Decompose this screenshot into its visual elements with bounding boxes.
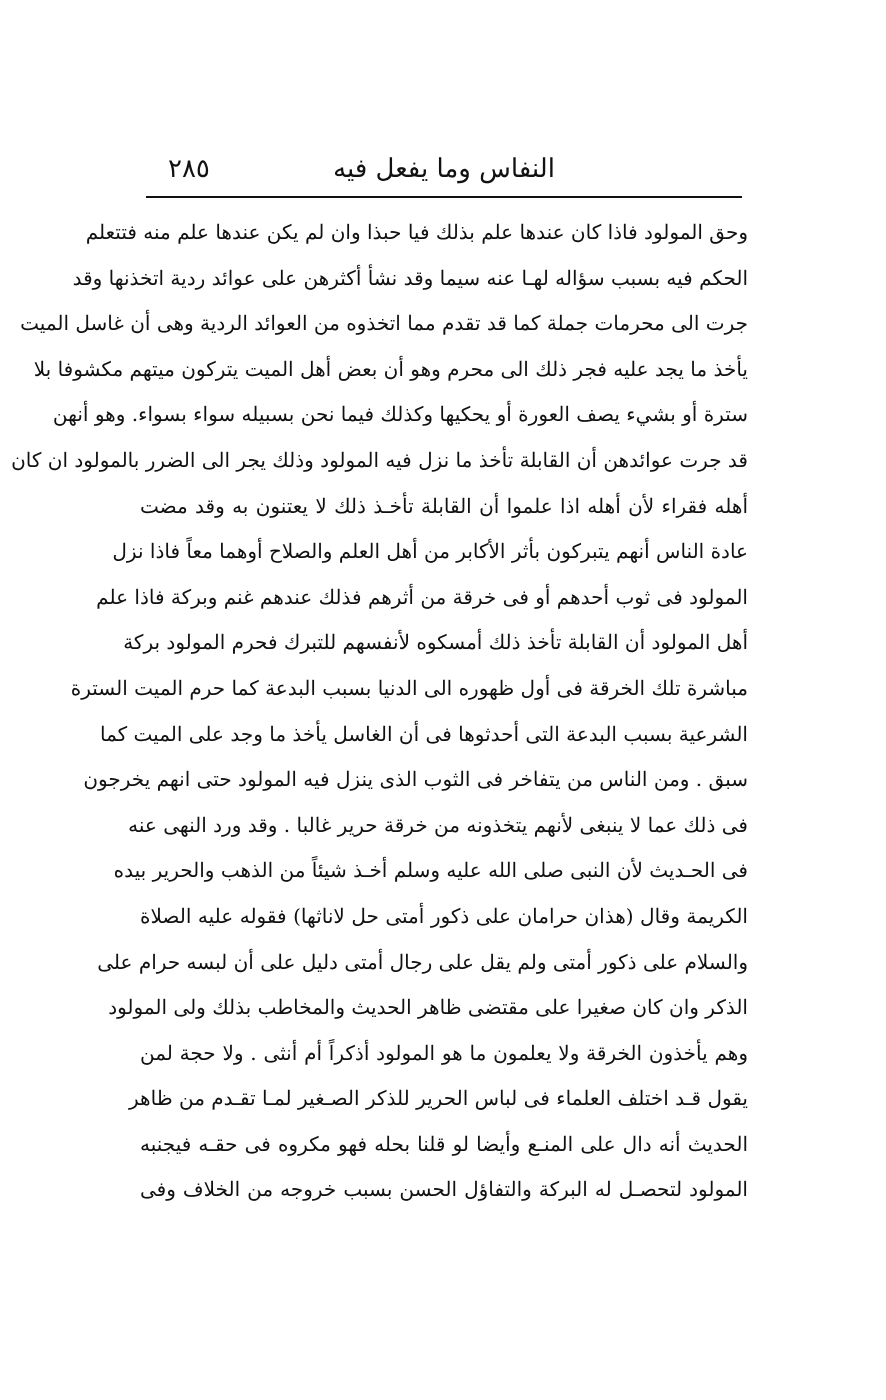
text-line: مباشرة تلك الخرقة فى أول ظهوره الى الدنيا بسبب البدعة كما حرم الميت السترة	[70, 675, 748, 700]
text-line: أهله فقراء لأن أهله اذا علموا أن القابلة تأخـذ ذلك لا يعتنون به وقد مضت	[140, 493, 748, 518]
page-number: ٢٨٥	[168, 154, 210, 184]
text-line: المولود لتحصـل له البركة والتفاؤل الحسن بسبب خروجه من الخلاف وفى	[140, 1177, 748, 1202]
running-title: النفاس وما يفعل فيه	[333, 154, 555, 184]
text-line: أهل المولود أن القابلة تأخذ ذلك أمسكوه لأنفسهم للتبرك فحرم المولود بركة	[123, 630, 748, 655]
text-line: وهم يأخذون الخرقة ولا يعلمون ما هو المولود أذكراً أم أنثى . ولا حجة لمن	[140, 1040, 748, 1065]
text-line: قد جرت عوائدهن أن القابلة تأخذ ما نزل فيه المولود وذلك يجر الى الضرر بالمولود ان كان	[11, 447, 748, 472]
text-line: جرت الى محرمات جملة كما قد تقدم مما اتخذوه من العوائد الردية وهى أن غاسل الميت	[20, 311, 748, 336]
text-line: وحق المولود فاذا كان عندها علم بذلك فيا حبذا وان لم يكن عندها علم منه فتتعلم	[85, 220, 748, 244]
header-rule	[146, 196, 742, 198]
text-line: الذكر وان كان صغيرا على مقتضى ظاهر الحديث والمخاطب بذلك ولى المولود	[108, 995, 748, 1020]
text-line: يقول قـد اختلف العلماء فى لباس الحرير للذكر الصـغير لمـا تقـدم من ظاهر	[129, 1086, 748, 1111]
text-line: المولود فى ثوب أحدهم أو فى خرقة من أثرهم فذلك عندهم غنم وبركة فاذا علم	[96, 584, 748, 609]
text-line: الحديث أنه دال على المنـع وأيضا لو قلنا بحله فهو مكروه فى حقـه فيجنبه	[140, 1131, 748, 1156]
text-line: الشرعية بسبب البدعة التى أحدثوها فى أن الغاسل يأخذ ما وجد على الميت كما	[99, 721, 748, 746]
page-header	[146, 150, 742, 190]
text-line: فى الحـديث لأن النبى صلى الله عليه وسلم أخـذ شيئاً من الذهب والحرير بيده	[113, 858, 748, 883]
body-text	[11, 210, 748, 1213]
text-line: سترة أو بشيء يصف العورة أو يحكيها وكذلك فيما نحن بسبيله سواء بسواء. وهو أنهن	[52, 402, 748, 427]
text-line: والسلام على ذكور أمتى ولم يقل على رجال أمتى دليل على أن لبسه حرام على	[97, 949, 748, 974]
text-line: الكريمة وقال (هذان حرامان على ذكور أمتى حل لاناثها) فقوله عليه الصلاة	[140, 903, 748, 928]
text-line: سبق . ومن الناس من يتفاخر فى الثوب الذى ينزل فيه المولود حتى انهم يخرجون	[83, 767, 748, 792]
text-line: فى ذلك عما لا ينبغى لأنهم يتخذونه من خرقة حرير غالبا . وقد ورد النهى عنه	[128, 812, 748, 837]
text-line: الحكم فيه بسبب سؤاله لهـا عنه سيما وقد نشأ أكثرهن على عوائد ردية اتخذنها وقد	[72, 265, 748, 290]
text-line: عادة الناس أنهم يتبركون بأثر الأكابر من أهل العلم والصلاح أوهما معاً فاذا نزل	[112, 539, 748, 564]
text-line: يأخذ ما يجد عليه فجر ذلك الى محرم وهو أن بعض أهل الميت يتركون ميتهم مكشوفا بلا	[33, 356, 748, 381]
